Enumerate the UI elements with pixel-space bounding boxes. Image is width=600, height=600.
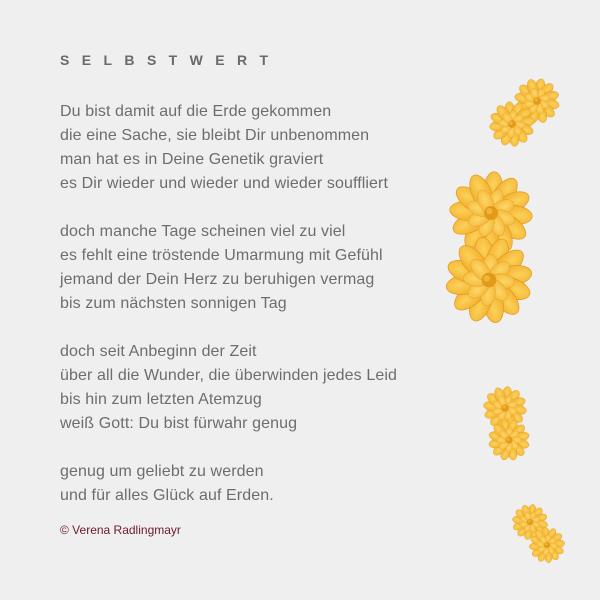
yellow-flower-icon [527,525,566,564]
poem-line: genug um geliebt zu werden [60,463,264,480]
stanza [60,340,440,436]
poem-line: es fehlt eine tröstende Umarmung mit Gefühl [60,247,383,264]
stanza [60,460,440,508]
poem-line: und für alles Glück auf Erden. [60,487,274,504]
poem-line: über all die Wunder, die überwinden jedes Leid [60,367,397,384]
yellow-flower-icon [484,415,534,465]
poem-line: die eine Sache, sie bleibt Dir unbenommen [60,127,370,144]
poem-line: doch seit Anbeginn der Zeit [60,343,257,360]
yellow-flower-icon [510,74,564,128]
yellow-flower-icon [439,230,539,330]
poem-line: weiß Gott: Du bist fürwahr genug [60,415,298,432]
poem-line: Du bist damit auf die Erde gekommen [60,103,332,120]
yellow-flower-icon [487,99,538,150]
yellow-flower-icon [446,168,536,258]
stanza [60,100,440,196]
poem-line: bis hin zum letzten Atemzug [60,391,262,408]
poem-title: SELBSTWERT [60,52,281,68]
yellow-flower-icon [481,384,530,433]
poem-line: man hat es in Deine Genetik graviert [60,151,324,168]
poem-line: jemand der Dein Herz zu beruhigen vermag [60,271,375,288]
copyright-credit: © Verena Radlingmayr [60,523,181,537]
poem-body [60,100,440,532]
yellow-flower-icon [509,501,550,542]
poem-line: bis zum nächsten sonnigen Tag [60,295,287,312]
stanza [60,220,440,316]
poem-line: es Dir wieder und wieder und wieder souffliert [60,175,389,192]
poem-line: doch manche Tage scheinen viel zu viel [60,223,346,240]
